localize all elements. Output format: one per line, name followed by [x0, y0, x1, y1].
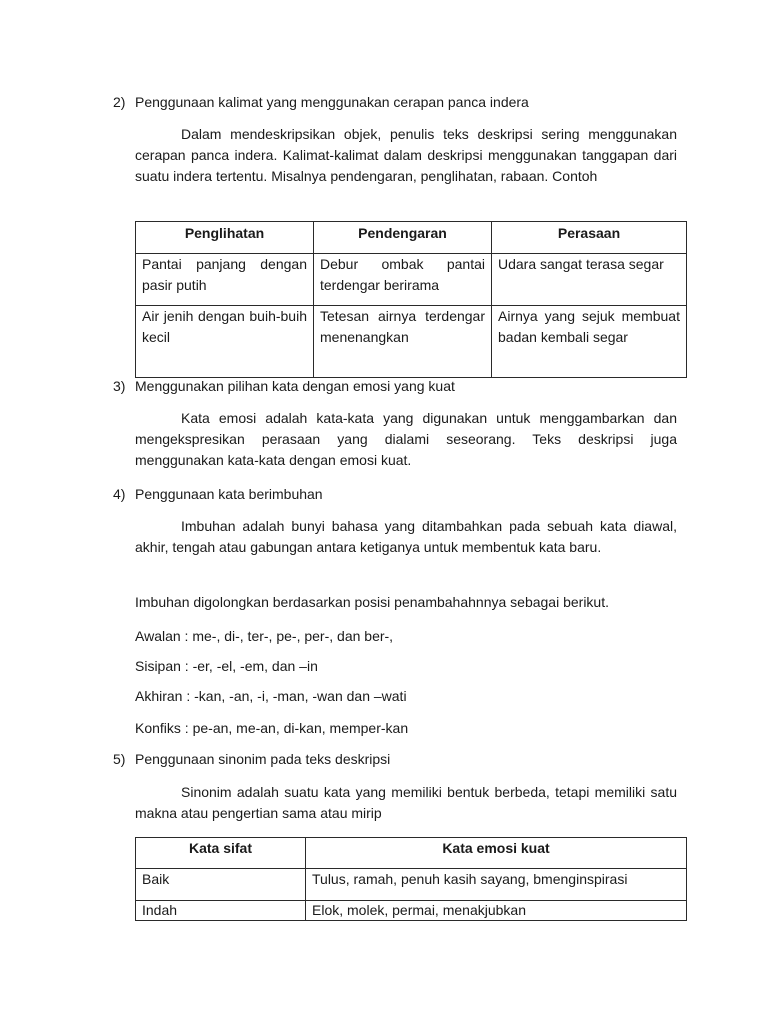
synonym-table — [135, 837, 687, 921]
senses-header-penglihatan: Penglihatan — [136, 222, 314, 254]
synonym-table-header-row — [136, 838, 687, 869]
table-cell: Baik — [136, 869, 306, 901]
section-3-paragraph: Kata emosi adalah kata-kata yang digunakan untuk menggambarkan dan mengekspresikan perasaan yang dialami seseorang. Teks deskripsi juga menggunakan kata-kata dengan emosi kuat. — [135, 410, 677, 468]
senses-header-pendengaran: Pendengaran — [314, 222, 492, 254]
table-row — [136, 901, 687, 921]
synonym-header-kata-emosi: Kata emosi kuat — [306, 838, 687, 869]
konfiks-line: Konfiks : pe-an, me-an, di-kan, memper-kan — [135, 720, 409, 736]
table-cell: Airnya yang sejuk membuat badan kembali segar — [492, 306, 687, 378]
table-row — [136, 869, 687, 901]
table-row — [136, 254, 687, 306]
section-3-number: 3) — [113, 378, 126, 394]
section-3-title: Menggunakan pilihan kata dengan emosi yang kuat — [135, 378, 455, 394]
table-cell: Elok, molek, permai, menakjubkan — [306, 901, 687, 921]
sisipan-line: Sisipan : -er, -el, -em, dan –in — [135, 658, 318, 674]
awalan-line: Awalan : me-, di-, ter-, pe-, per-, dan ber-, — [135, 628, 394, 644]
table-cell: Pantai panjang dengan pasir putih — [136, 254, 314, 306]
senses-header-perasaan: Perasaan — [492, 222, 687, 254]
table-cell: Tetesan airnya terdengar menenangkan — [314, 306, 492, 378]
table-cell: Indah — [136, 901, 306, 921]
table-cell: Debur ombak pantai terdengar berirama — [314, 254, 492, 306]
section-5-paragraph: Sinonim adalah suatu kata yang memiliki bentuk berbeda, tetapi memiliki satu makna atau pengertian sama atau mirip — [135, 784, 677, 821]
section-4-number: 4) — [113, 486, 126, 502]
section-2-number: 2) — [113, 94, 126, 110]
senses-table — [135, 221, 687, 378]
section-2-title: Penggunaan kalimat yang menggunakan cerapan panca indera — [135, 94, 529, 110]
table-cell: Tulus, ramah, penuh kasih sayang, bmenginspirasi — [306, 869, 687, 901]
section-5-title: Penggunaan sinonim pada teks deskripsi — [135, 751, 391, 767]
section-5-number: 5) — [113, 751, 126, 767]
akhiran-line: Akhiran : -kan, -an, -i, -man, -wan dan –wati — [135, 688, 407, 704]
imbuhan-intro: Imbuhan digolongkan berdasarkan posisi penambahahnnya sebagai berikut. — [135, 594, 609, 610]
table-cell: Udara sangat terasa segar — [492, 254, 687, 306]
synonym-header-kata-sifat: Kata sifat — [136, 838, 306, 869]
section-4-title: Penggunaan kata berimbuhan — [135, 486, 323, 502]
section-2-paragraph: Dalam mendeskripsikan objek, penulis teks deskripsi sering menggunakan cerapan panca indera. Kalimat-kalimat dalam deskripsi menggunakan tanggapan dari suatu indera tertentu. Misalnya pendengaran, penglihatan, rabaan. Contoh — [135, 126, 677, 184]
senses-table-header-row — [136, 222, 687, 254]
table-cell: Air jenih dengan buih-buih kecil — [136, 306, 314, 378]
section-4-paragraph: Imbuhan adalah bunyi bahasa yang ditambahkan pada sebuah kata diawal, akhir, tengah atau gabungan antara ketiganya untuk membentuk kata baru. — [135, 518, 677, 555]
table-row — [136, 306, 687, 378]
